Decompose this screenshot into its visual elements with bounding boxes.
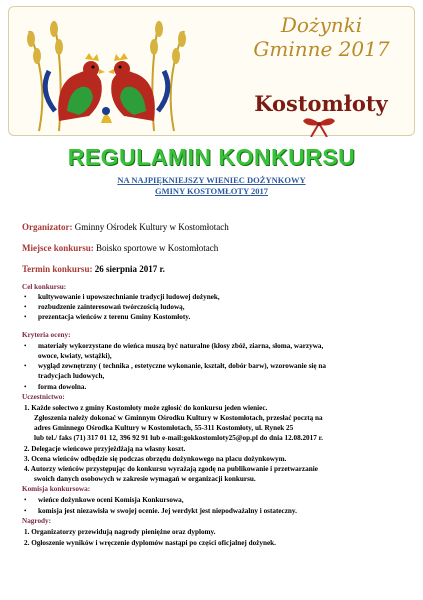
- header-place: Kostomłoty: [254, 91, 388, 116]
- subtitle-line1: NA NAJPIĘKNIEJSZY WIENIEC DOŻYNKOWY: [117, 175, 306, 185]
- bullet-icon: •: [24, 507, 27, 515]
- header-title-line2: Gminne 2017: [253, 37, 390, 61]
- header-title: [234, 13, 409, 61]
- goals-item: prezentacja wieńców z terenu Gminy Kostomłoty.: [38, 313, 191, 321]
- folk-roosters-illustration: [19, 11, 194, 135]
- location-value: Boisko sportowe w Kostomłotach: [96, 243, 219, 253]
- participation-heading: Uczestnictwo:: [22, 393, 65, 401]
- page-title: REGULAMIN KONKURSU: [67, 144, 356, 170]
- date-value: 26 sierpnia 2017 r.: [94, 264, 165, 274]
- bullet-icon: •: [24, 362, 27, 370]
- date-row: [22, 264, 165, 274]
- criteria-item: materiały wykorzystane do wieńca muszą być naturalne (kłosy zbóż, ziarna, słoma, warzywa,: [38, 342, 324, 350]
- jury-item: wieńce dożynkowe oceni Komisja Konkursowa,: [38, 496, 184, 504]
- criteria-item-cont: tradycjach ludowych,: [38, 372, 105, 380]
- participation-line: swoich danych osobowych w zakresie wymagań w organizacji konkursu.: [34, 475, 256, 483]
- bullet-icon: •: [24, 293, 27, 301]
- jury-heading: Komisja konkursowa:: [22, 485, 91, 493]
- organizer-value: Gminny Ośrodek Kultury w Kostomłotach: [74, 222, 229, 232]
- location-row: [22, 243, 218, 253]
- participation-line: Zgłoszenia należy dokonać w Gminnym Ośrodku Kultury w Kostomłotach, przesłać pocztą na: [34, 414, 323, 422]
- participation-line: adres Gminnego Ośrodka Kultury w Kostomłotach, 55-311 Kostomłoty, ul. Rynek 25: [34, 424, 294, 432]
- bullet-icon: •: [24, 383, 27, 391]
- prizes-line: 1. Organizatorzy przewidują nagrody pieniężne oraz dyplomy.: [24, 528, 216, 536]
- participation-line: 3. Ocena wieńców odbędzie się podczas obrzędu dożynkowego na placu dożynkowym.: [24, 455, 287, 463]
- goals-heading: Cel konkursu:: [22, 283, 67, 291]
- prizes-line: 2. Ogłoszenie wyników i wręczenie dyplomów nastąpi po części oficjalnej dożynek.: [24, 539, 276, 547]
- bullet-icon: •: [24, 303, 27, 311]
- criteria-item: forma dowolna.: [38, 383, 87, 391]
- location-label: Miejsce konkursu:: [22, 243, 94, 253]
- organizer-row: [22, 222, 229, 232]
- date-label: Termin konkursu:: [22, 264, 93, 274]
- jury-item: komisja jest niezawisła w swojej ocenie. Jej werdykt jest niepodważalny i ostateczny.: [38, 507, 297, 515]
- prizes-heading: Nagrody:: [22, 517, 52, 525]
- organizer-label: Organizator:: [22, 222, 73, 232]
- criteria-heading: Kryteria oceny:: [22, 331, 71, 339]
- ribbon-bow-icon: [299, 115, 339, 137]
- criteria-item: wygląd zewnętrzny ( technika , estetyczne wykonanie, kształt, dobór barw), wzorowanie się na: [38, 362, 327, 370]
- bullet-icon: •: [24, 496, 27, 504]
- goals-item: rozbudzenie zainteresowań twórczością ludową,: [38, 303, 185, 311]
- goals-item: kultywowanie i upowszechnianie tradycji ludowej dożynek,: [38, 293, 220, 301]
- participation-line: 1. Każde sołectwo z gminy Kostomłoty może zgłosić do konkursu jeden wieniec.: [24, 404, 268, 412]
- bullet-icon: •: [24, 342, 27, 350]
- header-banner: [8, 6, 415, 136]
- bullet-icon: •: [24, 313, 27, 321]
- participation-line: lub tel./ faks (71) 317 01 12, 396 92 91 lub e-mail:gokkostomloty25@op.pl do dnia 12.08.2017 r.: [34, 434, 323, 442]
- participation-line: 2. Delegacje wieńcowe przyjeżdżają na własny koszt.: [24, 445, 186, 453]
- header-title-line1: Dożynki: [280, 13, 363, 37]
- criteria-item-cont: owoce, kwiaty, wstążki),: [38, 352, 112, 360]
- subtitle-line2: GMINY KOSTOMŁOTY 2017: [154, 186, 269, 196]
- participation-line: 4. Autorzy wieńców przystępując do konkursu wyrażają zgodę na publikowanie i przetwarzanie: [24, 465, 318, 473]
